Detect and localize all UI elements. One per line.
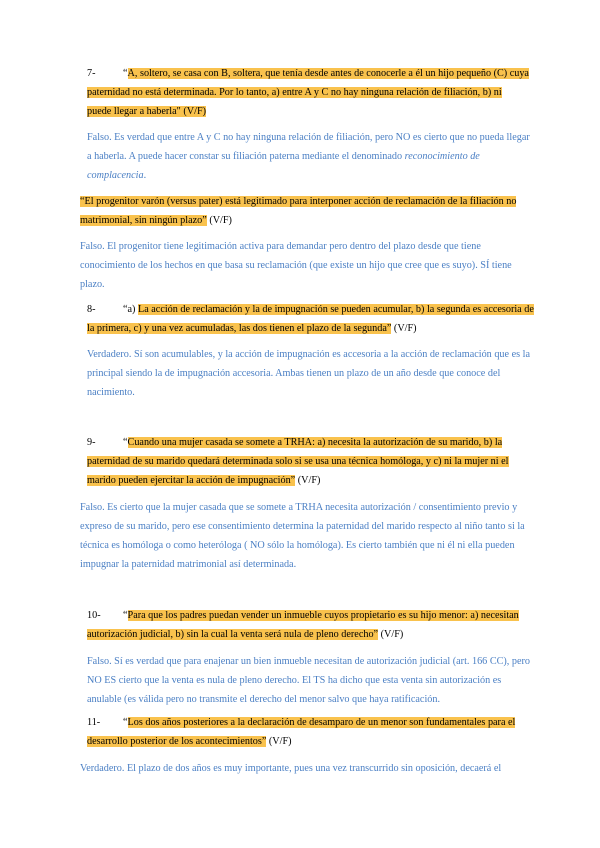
question-tail: (V/F) xyxy=(266,736,292,747)
answer-10-line-3: anulable (es válida pero no transmite el derecho del menor salvo que haya ratificación. xyxy=(87,694,441,705)
answer-7-line-2 xyxy=(87,147,480,166)
question-10-line-1 xyxy=(87,606,519,625)
question-highlight: paternidad de su marido quedará determinada solo si se usa una técnica homóloga, y c) ni la mujer ni el xyxy=(87,456,509,467)
question-9-line-2 xyxy=(87,452,509,471)
question-8-line-1 xyxy=(87,300,534,319)
answer-text: . xyxy=(143,170,147,181)
answer-7-line-1: Falso. Es verdad que entre A y C no hay ninguna relación de filiación, pero NO es cierto que no pueda llegar xyxy=(87,132,530,143)
question-quote-open: “a) xyxy=(123,304,138,315)
question-9-line-3 xyxy=(87,471,320,490)
question-highlight: autorización judicial, b) sin la cual la venta será nula de pleno derecho” xyxy=(87,629,379,640)
answer-9-line-4: impugnar la paternidad matrimonial así determinada. xyxy=(80,559,297,570)
question-highlight: Para que los padres puedan vender un inmueble cuyos propietario es su hijo menor: a) necesitan xyxy=(127,610,519,621)
question-highlight: matrimonial, sin ningún plazo” xyxy=(80,215,207,226)
question-11-line-2 xyxy=(87,732,292,751)
question-number: 7- xyxy=(87,68,96,79)
answer-italic-term: reconocimiento de xyxy=(404,151,480,162)
question-progenitor-line-1 xyxy=(80,192,516,211)
question-highlight: Cuando una mujer casada se somete a TRHA: a) necesita la autorización de su marido, b) la xyxy=(127,437,503,448)
question-highlight: desarrollo posterior de los acontecimientos” xyxy=(87,736,267,747)
answer-10-line-2: NO ES cierto que la venta es nula de pleno derecho. El TS ha dicho que esta venta sin autorización es xyxy=(87,675,502,686)
answer-8-line-1: Verdadero. Sí son acumulables, y la acción de impugnación es accesoria a la acción de reclamación que es la xyxy=(87,349,530,360)
answer-10-line-1: Falso. Sí es verdad que para enajenar un bien inmueble necesitan de autorización judicial (art. 166 CC), pero xyxy=(87,656,531,667)
question-number: 11- xyxy=(87,717,101,728)
question-highlight: puede llegar a haberla" (V/F) xyxy=(87,106,206,117)
question-10-line-2 xyxy=(87,625,403,644)
question-number: 9- xyxy=(87,437,96,448)
question-11-line-1 xyxy=(87,713,515,732)
question-highlight: La acción de reclamación y la de impugnación se pueden acumular, b) la segunda es accesoria de xyxy=(137,304,534,315)
answer-11-line-1: Verdadero. El plazo de dos años es muy importante, pues una vez transcurrido sin oposición, decaerá el xyxy=(80,763,502,774)
answer-progenitor-line-2: conocimiento de los hechos en que basa su reclamación (que existe un hijo que cree que es suyo). SÍ tiene xyxy=(80,260,512,271)
question-highlight: marido pueden ejercitar la acción de impugnación” xyxy=(87,475,296,486)
question-quote-open: “ xyxy=(123,68,128,79)
answer-progenitor-line-1: Falso. El progenitor tiene legitimación activa para demandar pero dentro del plazo desde que tiene xyxy=(80,241,481,252)
answer-progenitor-line-3: plazo. xyxy=(80,279,105,290)
answer-9-line-3: técnica es homóloga o como heteróloga ( NO sólo la homóloga). Es cierto también que ni él ni ella pueden xyxy=(80,540,515,551)
answer-italic-term: complacencia xyxy=(87,170,144,181)
question-highlight: la primera, c) y una vez acumuladas, las dos tienen el plazo de la segunda” xyxy=(87,323,392,334)
question-highlight: Los dos años posteriores a la declaración de desamparo de un menor son fundamentales para el xyxy=(127,717,516,728)
question-progenitor-line-2 xyxy=(80,211,232,230)
question-number: 10- xyxy=(87,610,101,621)
question-tail: (V/F) xyxy=(206,215,232,226)
question-7-line-2 xyxy=(87,83,502,102)
question-tail: (V/F) xyxy=(391,323,417,334)
answer-7-line-3 xyxy=(87,166,146,185)
question-highlight: A, soltero, se casa con B, soltera, que tenía desde antes de conocerle a él un hijo pequeño (C) cuya xyxy=(127,68,529,79)
answer-8-line-3: nacimiento. xyxy=(87,387,135,398)
question-tail: (V/F) xyxy=(378,629,404,640)
question-quote-open: “ xyxy=(123,717,128,728)
answer-9-line-1: Falso. Es cierto que la mujer casada que se somete a TRHA necesita autorización / consentimiento previo y xyxy=(80,502,518,513)
question-highlight: paternidad no está determinada. Por lo tanto, a) entre A y C no hay ninguna relación de filiación, b) ni xyxy=(87,87,502,98)
question-tail: (V/F) xyxy=(295,475,321,486)
question-7-line-1 xyxy=(87,64,529,83)
question-number: 8- xyxy=(87,304,96,315)
question-highlight: “El progenitor varón (versus pater) está legitimado para interponer acción de reclamación de la filiación no xyxy=(80,196,517,207)
question-9-line-1 xyxy=(87,433,502,452)
question-quote-open: “ xyxy=(123,437,128,448)
answer-text: a haberla. A puede hacer constar su filiación paterna mediante el denominado xyxy=(87,151,405,162)
question-quote-open: “ xyxy=(123,610,128,621)
question-8-line-2 xyxy=(87,319,417,338)
question-7-line-3 xyxy=(87,102,206,121)
answer-9-line-2: expreso de su marido, pero ese consentimiento determina la paternidad del marido respecto al niño tanto si la xyxy=(80,521,525,532)
answer-8-line-2: principal siendo la de impugnación accesoria. Ambas tienen un plazo de un año desde que conoce del xyxy=(87,368,501,379)
